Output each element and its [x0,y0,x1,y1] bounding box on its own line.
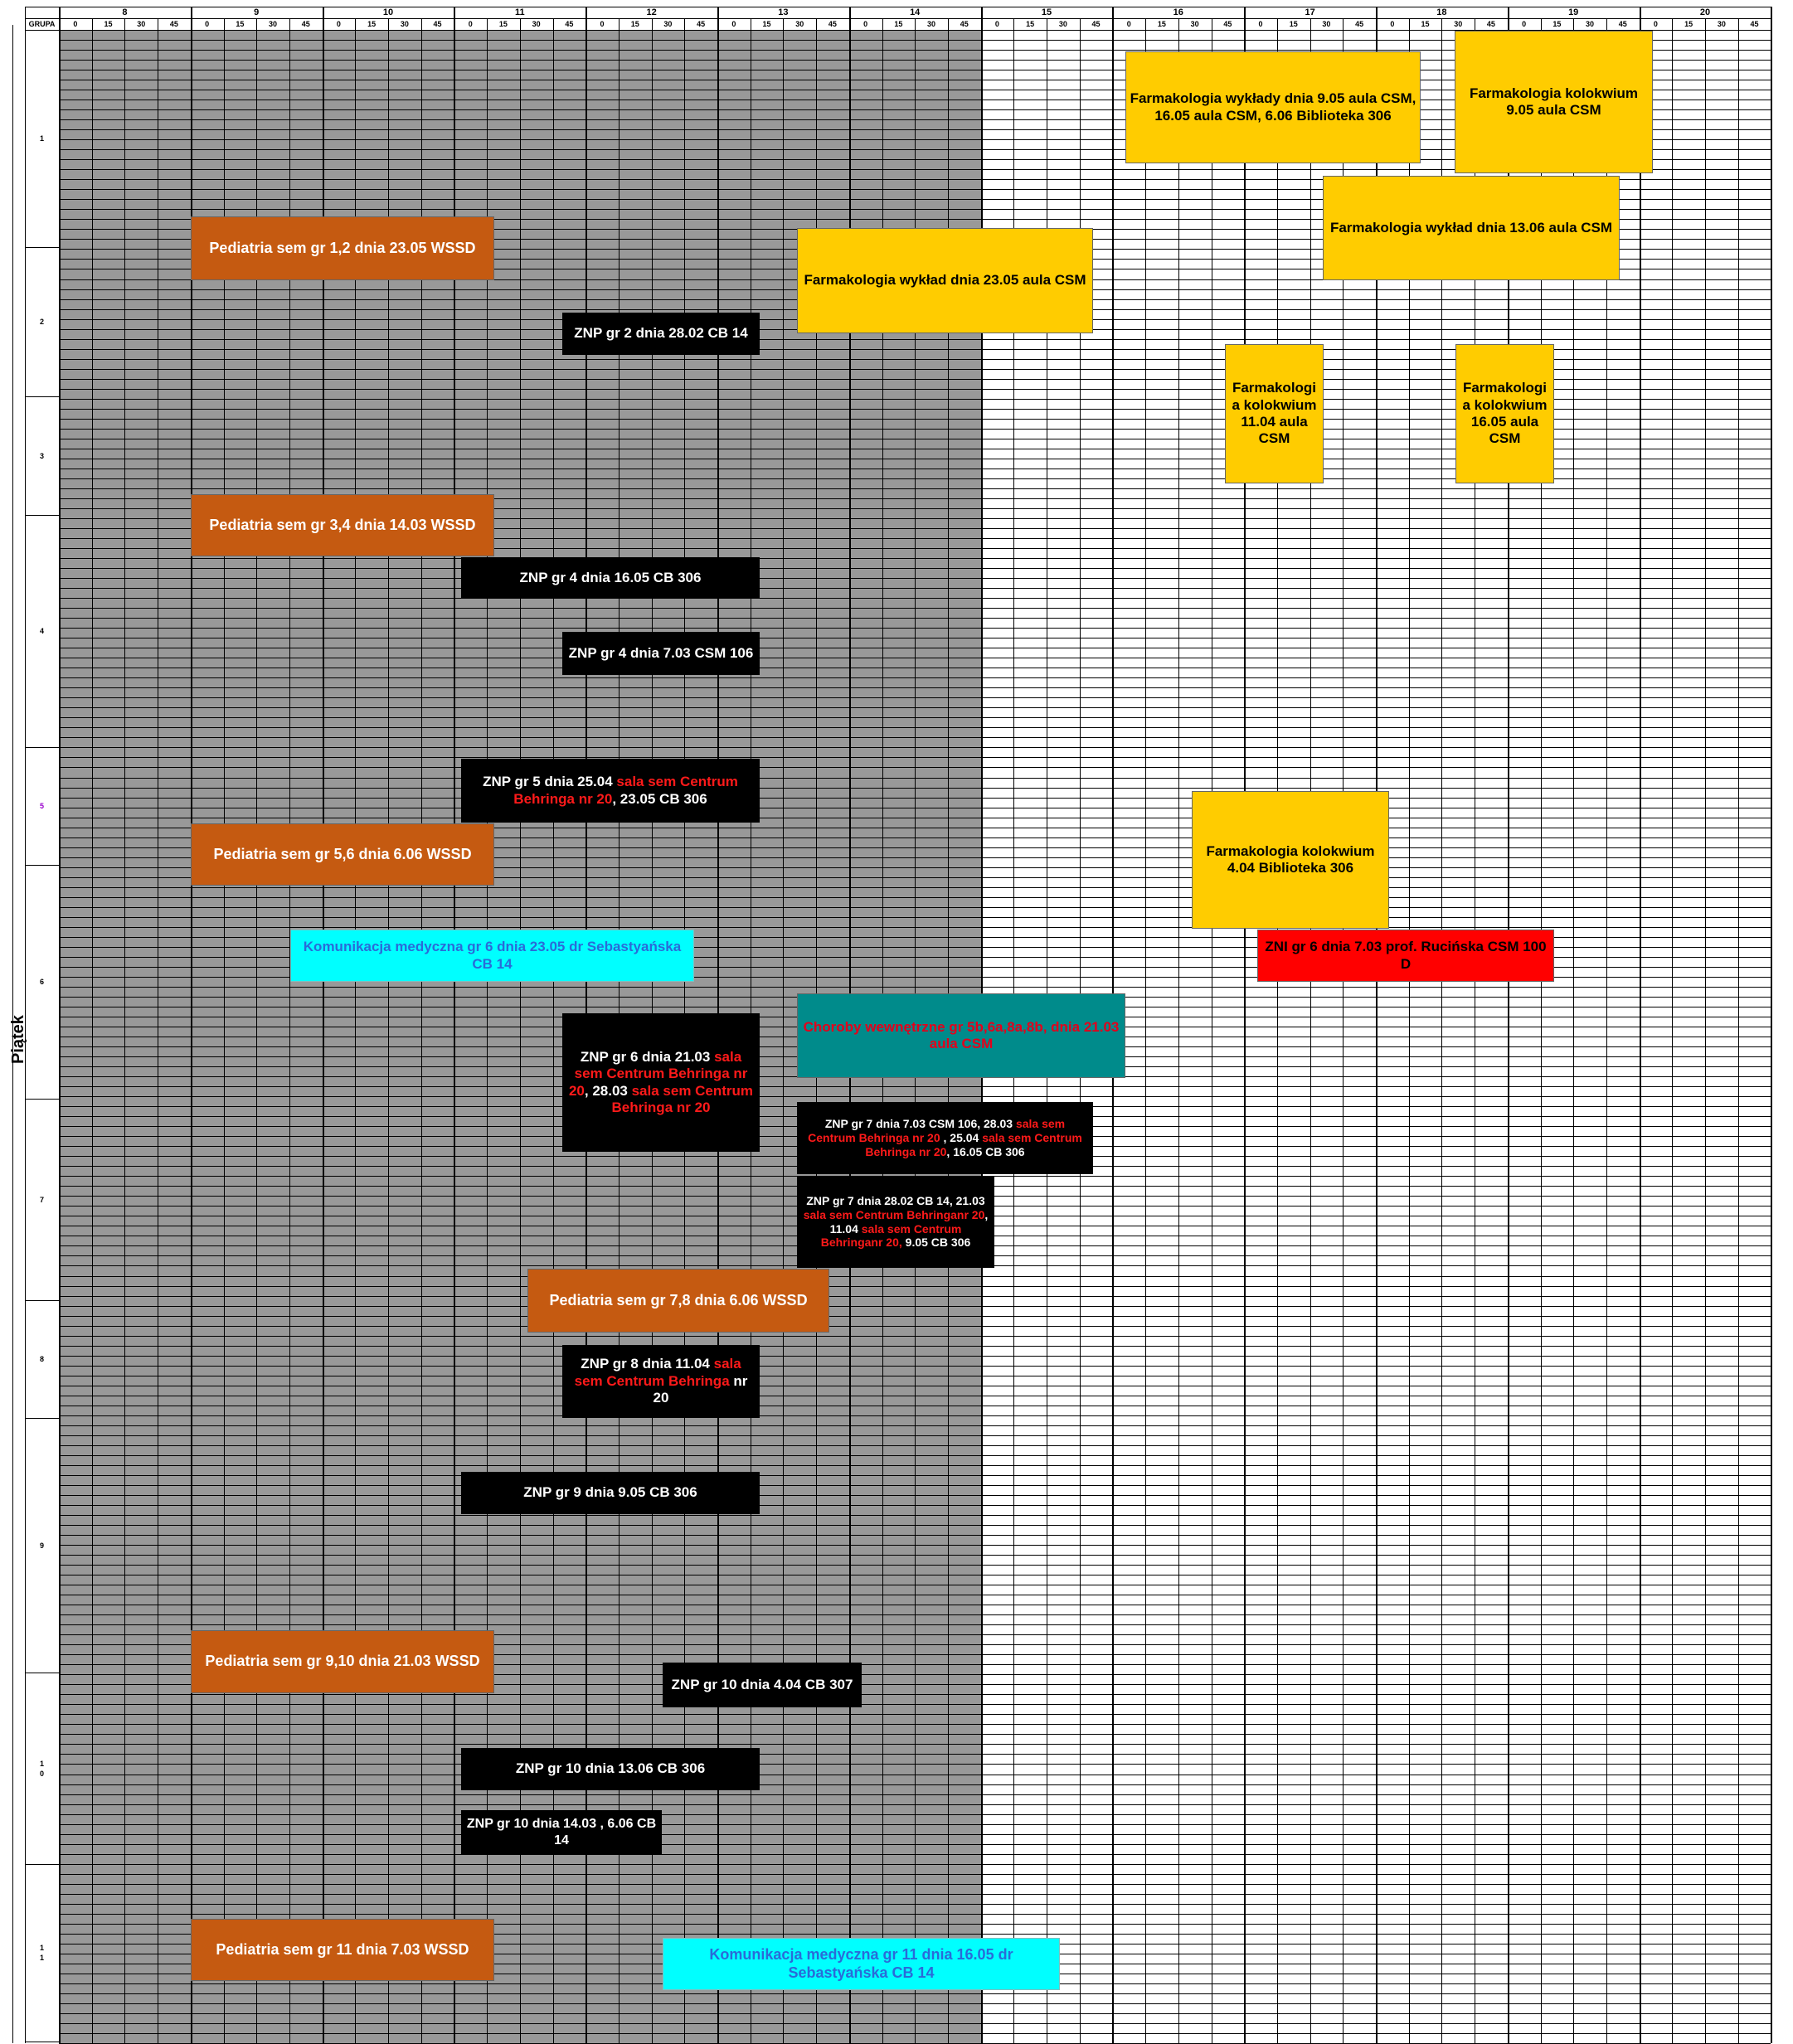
grid-column-line [487,18,488,2043]
grid-column-line [323,7,324,2043]
minute-label: 0 [1653,20,1658,28]
hour-label: 15 [1041,7,1052,17]
minute-label: 0 [994,20,999,28]
minute-label: 45 [1091,20,1101,28]
event-text [801,1117,1089,1158]
hour-label: 13 [778,7,789,17]
event-text [209,517,475,535]
event-text-part: Pediatria sem gr 9,10 dnia 21.03 WSSD [205,1653,480,1670]
event-room-text: sala sem Centrum Behringa [574,1356,741,1389]
event-block-farmakologia[interactable] [1192,791,1389,929]
minute-label: 15 [630,20,639,28]
grid-column-line [355,18,356,2043]
grid-column-line [1343,18,1344,2043]
event-text [523,1484,697,1501]
event-room-text: sala sem Centrum Behringa nr 20 [513,774,738,807]
grid-column-line [256,18,257,2043]
grid-column-line [454,7,455,2043]
grid-column-line [1409,18,1410,2043]
event-text [205,1653,479,1671]
minute-label: 15 [1157,20,1166,28]
group-label: 9 [39,1541,44,1550]
minute-label: 45 [1486,20,1495,28]
event-text-part: 9.05 CB 306 [901,1236,971,1250]
event-text [672,1677,853,1693]
event-room-text: sala sem Centrum Behringanr 20, [820,1221,962,1250]
group-separator [25,1099,59,1100]
minute-label: 15 [498,20,508,28]
hour-label: 9 [254,7,260,17]
minute-label: 15 [236,20,245,28]
event-block-znp[interactable] [461,759,760,823]
minute-label: 0 [1390,20,1395,28]
event-text [213,846,471,864]
minute-label: 0 [863,20,868,28]
grid-column-line [1244,7,1246,2043]
event-text [566,1356,756,1406]
minute-label: 45 [301,20,310,28]
group-separator [25,865,59,866]
minute-label: 0 [1126,20,1131,28]
event-text-part: ZNP gr 4 dnia 7.03 CSM 106 [568,644,754,661]
grid-column-line [1541,18,1542,2043]
minute-label: 30 [1190,20,1199,28]
minute-label: 15 [367,20,377,28]
event-block-znp[interactable] [461,557,760,599]
minute-label: 30 [137,20,146,28]
event-text-part: Farmakologia kolokwium 4.04 Biblioteka 306 [1206,842,1375,876]
group-separator [25,30,59,31]
grid-column-line [1277,18,1278,2043]
hour-label: 18 [1436,7,1447,17]
group-separator [25,1864,59,1865]
minute-label: 30 [1586,20,1595,28]
event-block-farmakologia[interactable] [1225,344,1324,483]
minute-label: 45 [1750,20,1759,28]
event-text-part: Choroby wewnętrzne gr 5b,6a,8a,8b, dnia 21.03 aula CSM [803,1018,1120,1051]
hour-label: 17 [1305,7,1315,17]
event-text [549,1292,807,1310]
event-text-part: Komunikacja medyczna gr 11 dnia 16.05 dr Sebastyańska CB 14 [709,1945,1013,1981]
minute-label: 0 [731,20,736,28]
grid-column-line [388,18,389,2043]
event-text-part: ZNI gr 6 dnia 7.03 prof. Rucińska CSM 100 D [1265,939,1547,972]
hour-label: 8 [122,7,128,17]
event-text [801,1194,990,1250]
grid-column-line [92,18,93,2043]
event-text-part: , 11.04 [829,1207,989,1236]
event-block-znp[interactable] [797,1102,1093,1174]
group-separator [25,747,59,748]
minute-label: 0 [600,20,605,28]
minute-label: 30 [1454,20,1463,28]
hour-label: 10 [382,7,394,17]
event-text [1196,843,1385,877]
event-block-znp[interactable] [562,632,760,675]
event-text [566,1049,756,1117]
event-block-pediatria[interactable] [191,216,494,280]
event-text-part: , 23.05 CB 306 [612,790,707,807]
event-text [465,1816,658,1847]
event-block-znp[interactable] [562,313,760,355]
minute-label: 45 [433,20,442,28]
group-column-header: GRUPA [28,20,56,28]
event-text-part: , 25.04 [940,1131,983,1145]
grid-column-line [289,18,290,2043]
grid-column-line [59,7,61,2043]
hour-label: 14 [910,7,921,17]
group-label: 2 [39,318,44,326]
event-block-zni[interactable] [1257,930,1554,982]
minute-label: 45 [960,20,969,28]
minute-label: 45 [828,20,837,28]
minute-label: 30 [269,20,278,28]
grid-column-line [1145,18,1146,2043]
event-text-part: Komunikacja medyczna gr 6 dnia 23.05 dr Sebastyańska CB 14 [303,939,682,972]
grid-column-line [191,7,192,2043]
event-text-part: Pediatria sem gr 1,2 dnia 23.05 WSSD [209,239,476,256]
event-block-znp[interactable] [562,1345,760,1418]
grid-column-line [553,18,554,2043]
event-room-text: sala sem Centrum Behringanr 20 [803,1207,985,1221]
hour-label: 20 [1699,7,1711,17]
event-text-part: ZNP gr 4 dnia 16.05 CB 306 [519,569,702,585]
grid-column-line [124,18,125,2043]
grid-column-line [1178,18,1179,2043]
minute-label: 45 [697,20,706,28]
grid-column-line [1705,18,1706,2043]
event-text [1130,90,1416,124]
event-text [1229,380,1319,448]
event-text-part: ZNP gr 10 dnia 13.06 CB 306 [515,1760,706,1777]
event-text-part: , 16.05 CB 306 [946,1144,1025,1158]
minute-label: 15 [1289,20,1298,28]
event-text-part: ZNP gr 9 dnia 9.05 CB 306 [523,1484,697,1501]
minute-label: 30 [663,20,673,28]
group-label: 5 [39,802,44,810]
event-block-pediatria[interactable] [191,1630,494,1693]
event-room-text: sala sem Centrum Behringa nr 20 [568,1048,748,1099]
minute-label: 45 [1618,20,1627,28]
event-room-text: sala sem Centrum Behringa nr 20 [808,1117,1066,1145]
event-block-znp[interactable] [461,1810,662,1854]
event-block-farmakologia[interactable] [1125,51,1421,163]
event-block-pediatria[interactable] [191,1919,494,1981]
event-text-part: , 28.03 [584,1082,632,1099]
minute-label: 30 [1717,20,1726,28]
event-block-komunikacja[interactable] [290,930,694,982]
event-block-pediatria[interactable] [191,823,494,886]
minute-label: 0 [468,20,473,28]
minute-label: 0 [1258,20,1263,28]
minute-label: 0 [205,20,210,28]
group-label: 7 [39,1195,44,1204]
event-text [465,774,756,808]
minute-label: 15 [104,20,113,28]
minute-label: 15 [894,20,903,28]
event-block-znp[interactable] [461,1472,760,1514]
group-separator [25,515,59,516]
group-separator [25,1300,59,1301]
grid-column-line [1376,7,1378,2043]
event-block-choroby[interactable] [797,993,1125,1078]
event-text [209,240,475,258]
minute-label: 0 [336,20,341,28]
minute-label: 15 [762,20,771,28]
event-text-part: Pediatria sem gr 11 dnia 7.03 WSSD [216,1940,469,1958]
grid-column-line [1640,7,1641,2043]
event-text-part: Farmakologia wykład dnia 13.06 aula CSM [1329,219,1613,235]
event-text [216,1941,469,1959]
event-text [1261,939,1550,973]
minute-label: 45 [1223,20,1232,28]
event-text-part: Farmakologi a kolokwium 11.04 aula CSM [1232,380,1317,447]
event-text-part: ZNP gr 5 dnia 25.04 [483,774,617,790]
hour-label: 11 [514,7,525,17]
hour-label: 19 [1568,7,1579,17]
event-block-farmakologia[interactable] [797,228,1093,333]
event-text-part: ZNP gr 7 dnia 7.03 CSM 106, 28.03 [824,1117,1016,1131]
minute-label: 45 [1355,20,1364,28]
event-text [294,939,690,973]
event-text [574,325,747,342]
event-text [516,1760,705,1777]
event-room-text: sala sem Centrum Behringa nr 20 [611,1082,754,1115]
grid-column-line [1508,7,1509,2043]
event-text-part: Farmakologi a kolokwium 16.05 aula CSM [1462,380,1548,447]
group-label: 1 1 [39,1944,44,1962]
minute-label: 45 [565,20,574,28]
event-block-farmakologia[interactable] [1455,344,1554,483]
hour-label: 16 [1173,7,1183,17]
event-block-pediatria[interactable] [191,494,494,556]
minute-label: 30 [1322,20,1331,28]
group-label: 1 [39,134,44,143]
minute-label: 30 [795,20,804,28]
group-separator [25,396,59,397]
event-text-part: ZNP gr 8 dnia 11.04 [581,1356,714,1372]
hour-label: 12 [646,7,657,17]
minute-label: 30 [532,20,541,28]
minute-label: 15 [1552,20,1562,28]
grid-column-line [783,18,784,2043]
grid-column-line [1573,18,1574,2043]
event-text [1330,220,1612,236]
event-text-part: Farmakologia kolokwium 9.05 aula CSM [1469,85,1639,118]
minute-label: 30 [1058,20,1067,28]
event-block-znp[interactable] [461,1748,760,1790]
minute-label: 15 [1026,20,1035,28]
minute-label: 0 [1522,20,1527,28]
group-label: 3 [39,451,44,460]
event-block-znp[interactable] [663,1663,862,1707]
minute-label: 45 [169,20,178,28]
event-text-part: Pediatria sem gr 7,8 dnia 6.06 WSSD [549,1291,808,1308]
event-block-znp[interactable] [797,1176,994,1268]
event-text-part: ZNP gr 7 dnia 28.02 CB 14, 21.03 [806,1193,985,1207]
event-text-part: Pediatria sem gr 5,6 dnia 6.06 WSSD [213,845,472,862]
minute-label: 30 [927,20,936,28]
event-text-part: Farmakologia wykład dnia 23.05 aula CSM [804,272,1086,289]
grid-column-line [1738,18,1739,2043]
event-block-pediatria[interactable] [527,1269,829,1333]
minute-label: 15 [1421,20,1430,28]
group-label: 1 0 [39,1759,44,1778]
event-text-part: ZNP gr 6 dnia 21.03 [580,1048,715,1065]
event-text [1460,380,1550,448]
event-text-part: nr 20 [653,1372,748,1406]
grid-column-line [1771,7,1772,2043]
event-text [1459,85,1649,119]
event-text [520,570,702,586]
event-text-part: Pediatria sem gr 3,4 dnia 14.03 WSSD [209,516,476,533]
event-block-farmakologia[interactable] [1455,31,1653,173]
group-separator [25,247,59,248]
event-text [667,1946,1056,1982]
grid-column-line [1441,18,1442,2043]
event-text-part: Farmakologia wykłady dnia 9.05 aula CSM, 16.05 aula CSM, 6.06 Biblioteka 306 [1130,90,1416,124]
minute-label: 15 [1684,20,1693,28]
minute-label: 30 [400,20,409,28]
event-room-text: sala sem Centrum Behringa nr 20 [865,1131,1082,1158]
event-block-farmakologia[interactable] [1323,176,1620,280]
grid-column-line [421,18,422,2043]
group-separator [25,1418,59,1419]
group-label: 4 [39,627,44,635]
group-label: 6 [39,978,44,986]
event-text [569,645,754,662]
event-block-komunikacja[interactable] [663,1938,1060,1990]
grid-column-line [1606,18,1607,2043]
event-text-part: ZNP gr 2 dnia 28.02 CB 14 [574,325,748,342]
event-text-part: ZNP gr 10 dnia 4.04 CB 307 [671,1676,853,1692]
grid-column-line [520,18,521,2043]
grid-column-line [1310,18,1311,2043]
minute-label: 0 [73,20,78,28]
grid-column-line [1672,18,1673,2043]
event-text [801,1019,1121,1053]
grid-column-line [224,18,225,2043]
event-block-znp[interactable] [562,1013,760,1152]
event-text [804,272,1086,289]
event-text-part: ZNP gr 10 dnia 14.03 , 6.06 CB 14 [466,1817,657,1847]
day-label: Piątek [9,1015,27,1064]
group-label: 8 [39,1355,44,1363]
